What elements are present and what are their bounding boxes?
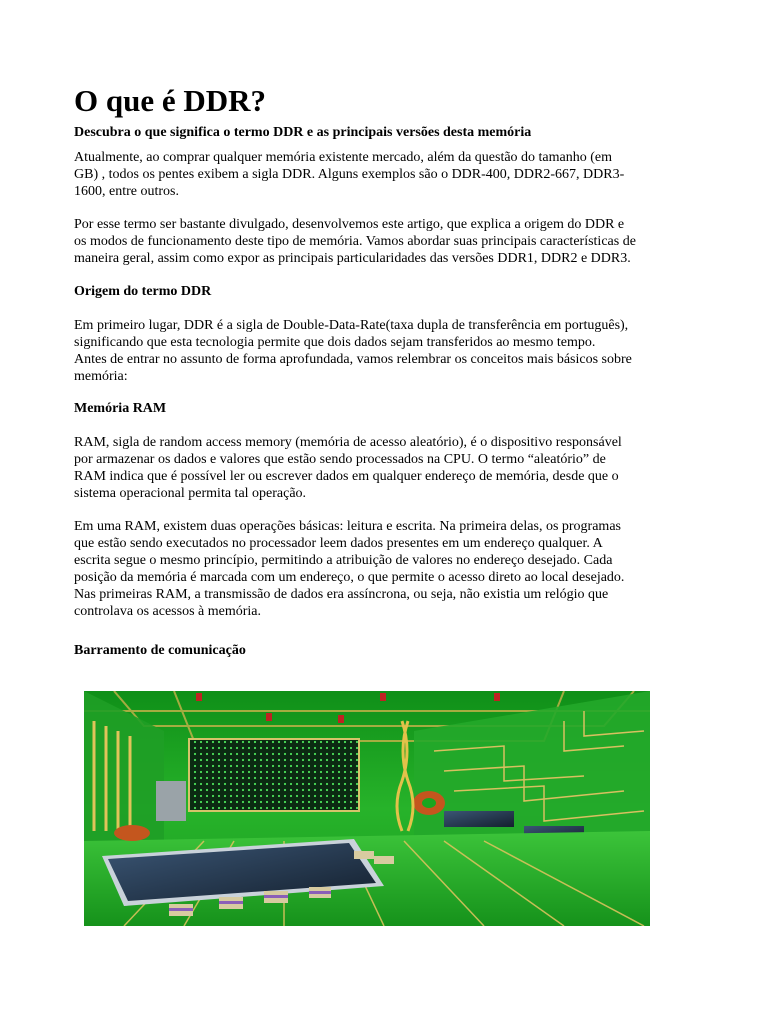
text-line: significando que esta tecnologia permite que dois dados sejam transferidos ao mesmo tempo. xyxy=(74,335,596,350)
text-line: RAM, sigla de random access memory (memória de acesso aleatório), é o dispositivo responsável xyxy=(74,435,622,450)
text-line: os modos de funcionamento deste tipo de memória. Vamos abordar suas principais características de xyxy=(74,234,636,249)
text-line: memória: xyxy=(74,369,128,384)
section-heading-barramento: Barramento de comunicação xyxy=(74,643,246,658)
page-subtitle: Descubra o que significa o termo DDR e as principais versões desta memória xyxy=(74,125,532,140)
text-line: que estão sendo executados no processador leem dados presentes em um endereço qualquer. A xyxy=(74,536,603,551)
paragraph-intro xyxy=(74,149,696,200)
text-line: por armazenar os dados e valores que estão sendo processados na CPU. O termo “aleatório” de xyxy=(74,452,606,467)
section-heading-ram: Memória RAM xyxy=(74,401,167,416)
text-line: Atualmente, ao comprar qualquer memória existente mercado, além da questão do tamanho (em xyxy=(74,150,613,165)
text-line: maneira geral, assim como expor as principais particularidades das versões DDR1, DDR2 e DDR3. xyxy=(74,251,631,266)
text-line: Por esse termo ser bastante divulgado, desenvolvemos este artigo, que explica a origem do DDR e xyxy=(74,217,625,232)
text-line: escrita segue o mesmo princípio, permitindo a atribuição de valores no endereço desejado. Cada xyxy=(74,553,613,568)
paragraph-article-scope xyxy=(74,216,696,267)
text-line: RAM indica que é possível ler ou escrever dados em qualquer endereço de memória, desde que o xyxy=(74,469,619,484)
text-line: sistema operacional permita tal operação. xyxy=(74,486,307,501)
text-line: Nas primeiras RAM, a transmissão de dados era assíncrona, ou seja, não existia um relógio que xyxy=(74,587,609,602)
paragraph-ram-operations xyxy=(74,518,696,620)
text-line: controlava os acessos à memória. xyxy=(74,604,261,619)
memory-grid-icon xyxy=(189,739,359,811)
section-heading-origem: Origem do termo DDR xyxy=(74,284,212,299)
paragraph-origem xyxy=(74,317,696,385)
text-line: 1600, entre outros. xyxy=(74,184,179,199)
circuit-board-illustration xyxy=(84,691,650,926)
paragraph-ram xyxy=(74,434,696,502)
circuit-board-image xyxy=(84,691,650,926)
text-line: Em primeiro lugar, DDR é a sigla de Double-Data-Rate(taxa dupla de transferência em português), xyxy=(74,318,629,333)
text-line: Antes de entrar no assunto de forma aprofundada, vamos relembrar os conceitos mais básicos sobre xyxy=(74,352,632,367)
text-line: posição da memória é marcada com um endereço, o que permite o acesso direto ao local desejado. xyxy=(74,570,625,585)
text-line: GB) , todos os pentes exibem a sigla DDR. Alguns exemplos são o DDR-400, DDR2-667, DDR3- xyxy=(74,167,625,182)
page-title: O que é DDR? xyxy=(74,83,267,118)
text-line: Em uma RAM, existem duas operações básicas: leitura e escrita. Na primeira delas, os programas xyxy=(74,519,621,534)
